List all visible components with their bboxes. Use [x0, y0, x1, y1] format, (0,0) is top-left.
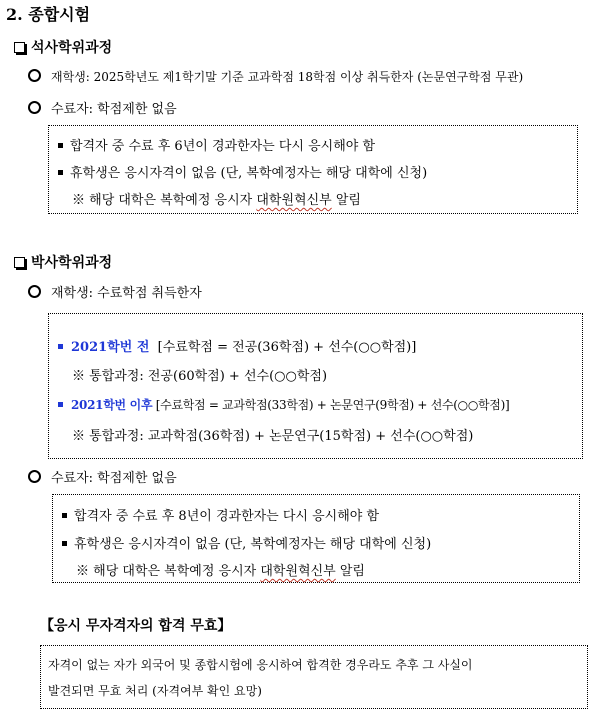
doctoral-note: [76, 560, 365, 579]
masters-condition-text: 합격자 중 수료 후 6년이 경과한자는 다시 응시해야 함: [70, 139, 376, 154]
doctoral-condition-item: [62, 505, 379, 524]
doctoral-enrolled-text: 재학생: 수료학점 취득한자: [51, 286, 202, 301]
notice-heading: 【응시 무자격자의 합격 무효】: [40, 618, 232, 634]
masters-note-suffix: 알림: [331, 193, 361, 208]
square-bullet-icon: [58, 402, 63, 407]
doctoral-note-suffix: 알림: [335, 564, 365, 579]
doctoral-note-prefix: ※ 해당 대학은 복학예정 응시자: [76, 564, 261, 579]
doctoral-after-line: [58, 396, 509, 413]
doctoral-after-text: [수료학점 = 교과학점(33학점) + 논문연구(9학점) + 선수(○○학점)]: [155, 398, 510, 412]
notice-line: 자격이 없는 자가 외국어 및 종합시험에 응시하여 합격한 경우라도 추후 그 사실이: [48, 658, 473, 672]
circle-bullet-icon: [28, 285, 41, 298]
masters-note-prefix: ※ 해당 대학은 복학예정 응시자: [72, 193, 257, 208]
masters-completed: [28, 98, 177, 117]
doctoral-note-dept: 대학원혁신부: [260, 564, 336, 579]
masters-condition-item: [58, 135, 375, 154]
notice-box: [40, 645, 588, 709]
notice-line: 발견되면 무효 처리 (자격여부 확인 요망): [48, 684, 262, 698]
square-bullet-icon: [62, 513, 67, 518]
masters-condition-item: [58, 162, 427, 181]
masters-note-dept: 대학원혁신부: [256, 193, 332, 208]
masters-enrolled-text: 재학생: 2025학년도 제1학기말 기준 교과학점 18학점 이상 취득한자 (논문연구학점 무관): [51, 70, 524, 84]
page-title: 2. 종합시험: [6, 5, 91, 24]
checkbox-square-icon: [14, 42, 25, 53]
doctoral-before-note: ※ 통합과정: 전공(60학점) + 선수(○○학점): [72, 369, 328, 384]
masters-heading-label: 석사학위과정: [31, 40, 113, 56]
masters-heading: [14, 37, 112, 57]
doctoral-before-label: 2021학번 전: [71, 340, 150, 355]
checkbox-square-icon: [14, 257, 25, 268]
square-bullet-icon: [58, 344, 63, 349]
doctoral-heading-label: 박사학위과정: [31, 255, 113, 271]
circle-bullet-icon: [28, 69, 41, 82]
doctoral-condition-text: 합격자 중 수료 후 8년이 경과한자는 다시 응시해야 함: [74, 509, 380, 524]
circle-bullet-icon: [28, 101, 41, 114]
doctoral-after-note: ※ 통합과정: 교과학점(36학점) + 논문연구(15학점) + 선수(○○학점): [72, 429, 474, 444]
masters-note: [72, 189, 361, 208]
square-bullet-icon: [58, 170, 63, 175]
doctoral-enrolled: [28, 282, 202, 301]
square-bullet-icon: [62, 541, 67, 546]
doctoral-completed-text: 수료자: 학점제한 없음: [51, 471, 177, 486]
circle-bullet-icon: [28, 470, 41, 483]
masters-condition-text: 휴학생은 응시자격이 없음 (단, 복학예정자는 해당 대학에 신청): [70, 166, 428, 181]
doctoral-after-label: 2021학번 이후: [71, 398, 153, 412]
square-bullet-icon: [58, 143, 63, 148]
doctoral-before-line: [58, 336, 416, 355]
doctoral-condition-text: 휴학생은 응시자격이 없음 (단, 복학예정자는 해당 대학에 신청): [74, 537, 432, 552]
doctoral-condition-item: [62, 533, 431, 552]
doctoral-heading: [14, 252, 112, 272]
doctoral-completed: [28, 467, 177, 486]
masters-enrolled: [28, 68, 523, 85]
doctoral-before-text: [수료학점 = 전공(36학점) + 선수(○○학점)]: [157, 340, 417, 355]
masters-completed-text: 수료자: 학점제한 없음: [51, 102, 177, 117]
